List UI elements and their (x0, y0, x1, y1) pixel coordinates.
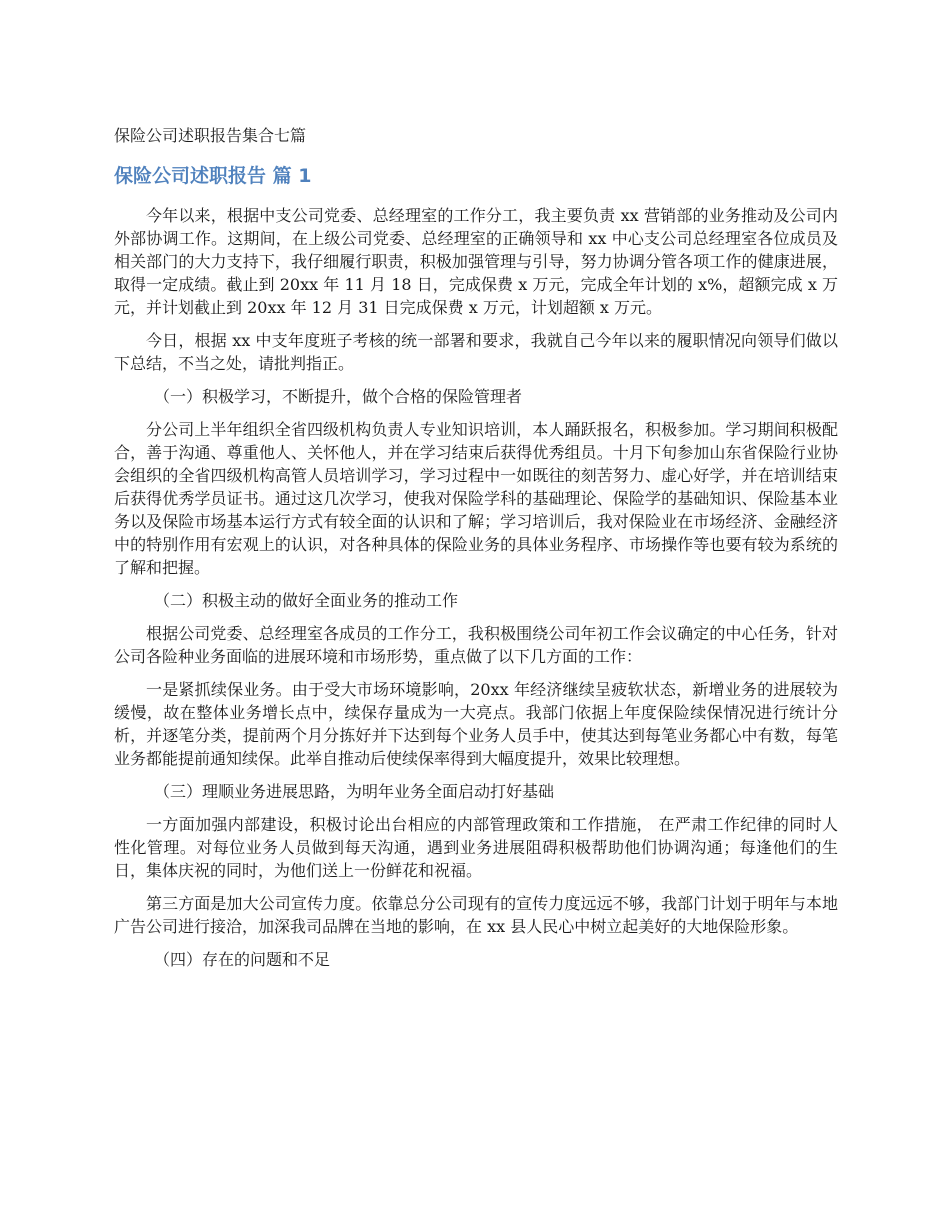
paragraph-publicity: 第三方面是加大公司宣传力度。依靠总分公司现有的宣传力度远远不够，我部门计划于明年与本地广告公司进行接洽，加深我司品牌在当地的影响，在 xx 县人民心中树立起美好的大地保险形象。 (114, 894, 838, 936)
subheading-two: （二）积极主动的做好全面业务的推动工作 (154, 591, 459, 610)
paragraph-training: 分公司上半年组织全省四级机构负责人专业知识培训，本人踊跃报名，积极参加。学习期间积极配合，善于沟通、尊重他人、关怀他人，并在学习结束后获得优秀组员。十月下旬参加山东省保险行业协会组织的全省四级机构高管人员培训学习，学习过程中一如既往的刻苦努力、虚心好学，并在培训结束后获得优秀学员证书。通过这几次学习，使我对保险学科的基础理论、保险学的基础知识、保险基本业务以及保险市场基本运行方式有较全面的认识和了解；学习培训后，我对保险业在市场经济、金融经济中的特别作用有宏观上的认识，对各种具体的保险业务的具体业务程序、市场操作等也要有较为系统的了解和把握。 (114, 420, 838, 577)
section-heading: 保险公司述职报告 篇 1 (114, 165, 312, 187)
paragraph-renewal: 一是紧抓续保业务。由于受大市场环境影响，20xx 年经济继续呈疲软状态，新增业务的进展较为缓慢，故在整体业务增长点中，续保存量成为一大亮点。我部门依据上年度保险续保情况进行统计分析，并逐笔分类，提前两个月分拣好并下达到每个业务人员手中，使其达到每笔业务都心中有数，每笔业务都能提前通知续保。此举自推动后使续保率得到大幅度提升，效果比较理想。 (114, 680, 838, 768)
subheading-three: （三）理顺业务进展思路，为明年业务全面启动打好基础 (154, 782, 555, 801)
report-body (114, 204, 838, 981)
paragraph-intro: 今年以来，根据中支公司党委、总经理室的工作分工，我主要负责 xx 营销部的业务推动及公司内外部协调工作。这期间，在上级公司党委、总经理室的正确领导和 xx 中心支公司总经理室各位成员及相关部门的大力支持下，我仔细履行职责，积极加强管理与引导，努力协调分管各项工作的健康进展，取得一定成绩。截止到 20xx 年 11 月 18 日，完成保费 x 万元，完成全年计划的 x%，超额完成 x 万元，并计划截止到 20xx 年 12 月 31 日完成保费 x 万元，计划超额 x 万元。 (114, 206, 838, 317)
paragraph-internal-building: 一方面加强内部建设，积极讨论出台相应的内部管理政策和工作措施， 在严肃工作纪律的同时人性化管理。对每位业务人员做到每天沟通，遇到业务进展阻碍积极帮助他们协调沟通；每逢他们的生日，集体庆祝的同时，为他们送上一份鲜花和祝福。 (114, 815, 838, 880)
paragraph-summary-intro: 今日，根据 xx 中支年度班子考核的统一部署和要求，我就自己今年以来的履职情况向领导们做以下总结，不当之处，请批判指正。 (114, 331, 838, 373)
subheading-one: （一）积极学习，不断提升，做个合格的保险管理者 (154, 387, 523, 406)
document-title: 保险公司述职报告集合七篇 (114, 126, 307, 145)
paragraph-work-focus: 根据公司党委、总经理室各成员的工作分工，我积极围绕公司年初工作会议确定的中心任务，针对公司各险种业务面临的进展环境和市场形势，重点做了以下几方面的工作： (114, 624, 838, 666)
subheading-four: （四）存在的问题和不足 (154, 950, 331, 969)
